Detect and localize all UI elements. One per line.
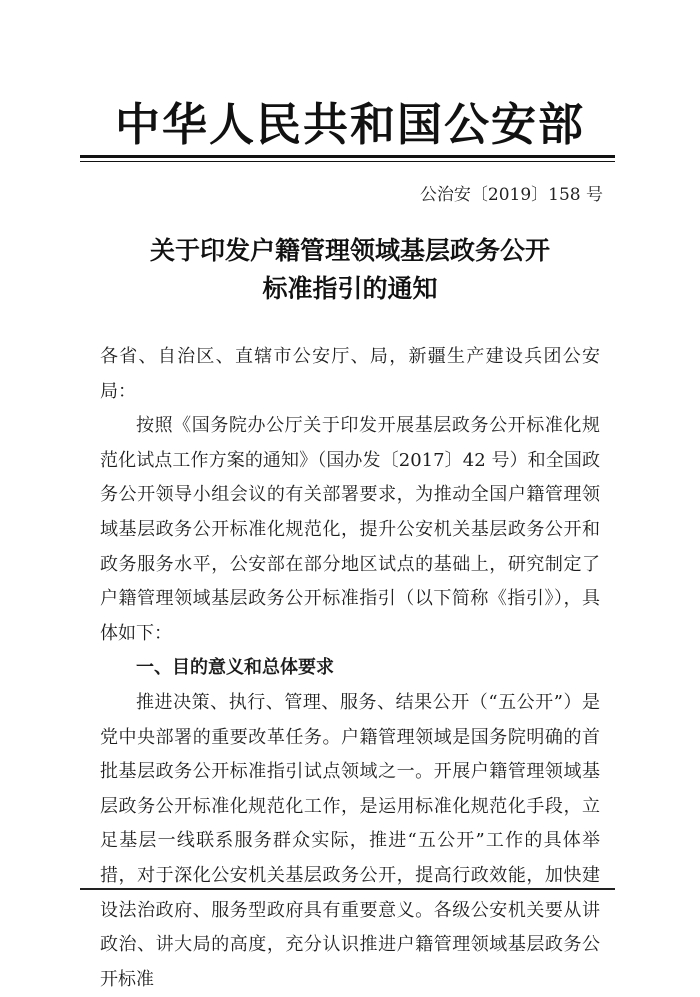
addressee-line: 各省、自治区、直辖市公安厅、局，新疆生产建设兵团公安局：	[100, 346, 600, 402]
footer-rule	[80, 888, 615, 890]
header-rule-thin	[80, 161, 615, 162]
document-title-line-1: 关于印发户籍管理领域基层政务公开	[149, 236, 550, 265]
document-title	[80, 232, 620, 308]
header-rule-thick	[80, 155, 615, 158]
document-number: 公治安〔2019〕158 号	[419, 185, 603, 205]
section-1-paragraph: 推进决策、执行、管理、服务、结果公开（“五公开”）是党中央部署的重要改革任务。户籍管理领域是国务院明确的首批基层政务公开标准指引试点领域之一。开展户籍管理领域基层政务公开标准化规范化工作，是运用标准化规范化手段，立足基层一线联系服务群众实际，推进“五公开”工作的具体举措，对于深化公安机关基层政务公开，提高行政效能，加快建设法治政府、服务型政府具有重要意义。各级公安机关要从讲政治、讲大局的高度，充分认识推进户籍管理领域基层政务公开标准	[100, 691, 600, 990]
issuing-authority-header: 中华人民共和国公安部	[114, 98, 585, 151]
section-1-heading: 一、目的意义和总体要求	[136, 657, 334, 679]
intro-paragraph: 按照《国务院办公厅关于印发开展基层政务公开标准化规范化试点工作方案的通知》（国办发〔2017〕42 号）和全国政务公开领导小组会议的有关部署要求，为推动全国户籍管理领域基层政务公开标准化规范化，提升公安机关基层政务公开和政务服务水平，公安部在部分地区试点的基础上，研究制定了户籍管理领域基层政务公开标准指引（以下简称《指引》），具体如下：	[100, 415, 600, 644]
document-title-line-2: 标准指引的通知	[262, 274, 438, 303]
document-body	[100, 340, 600, 997]
